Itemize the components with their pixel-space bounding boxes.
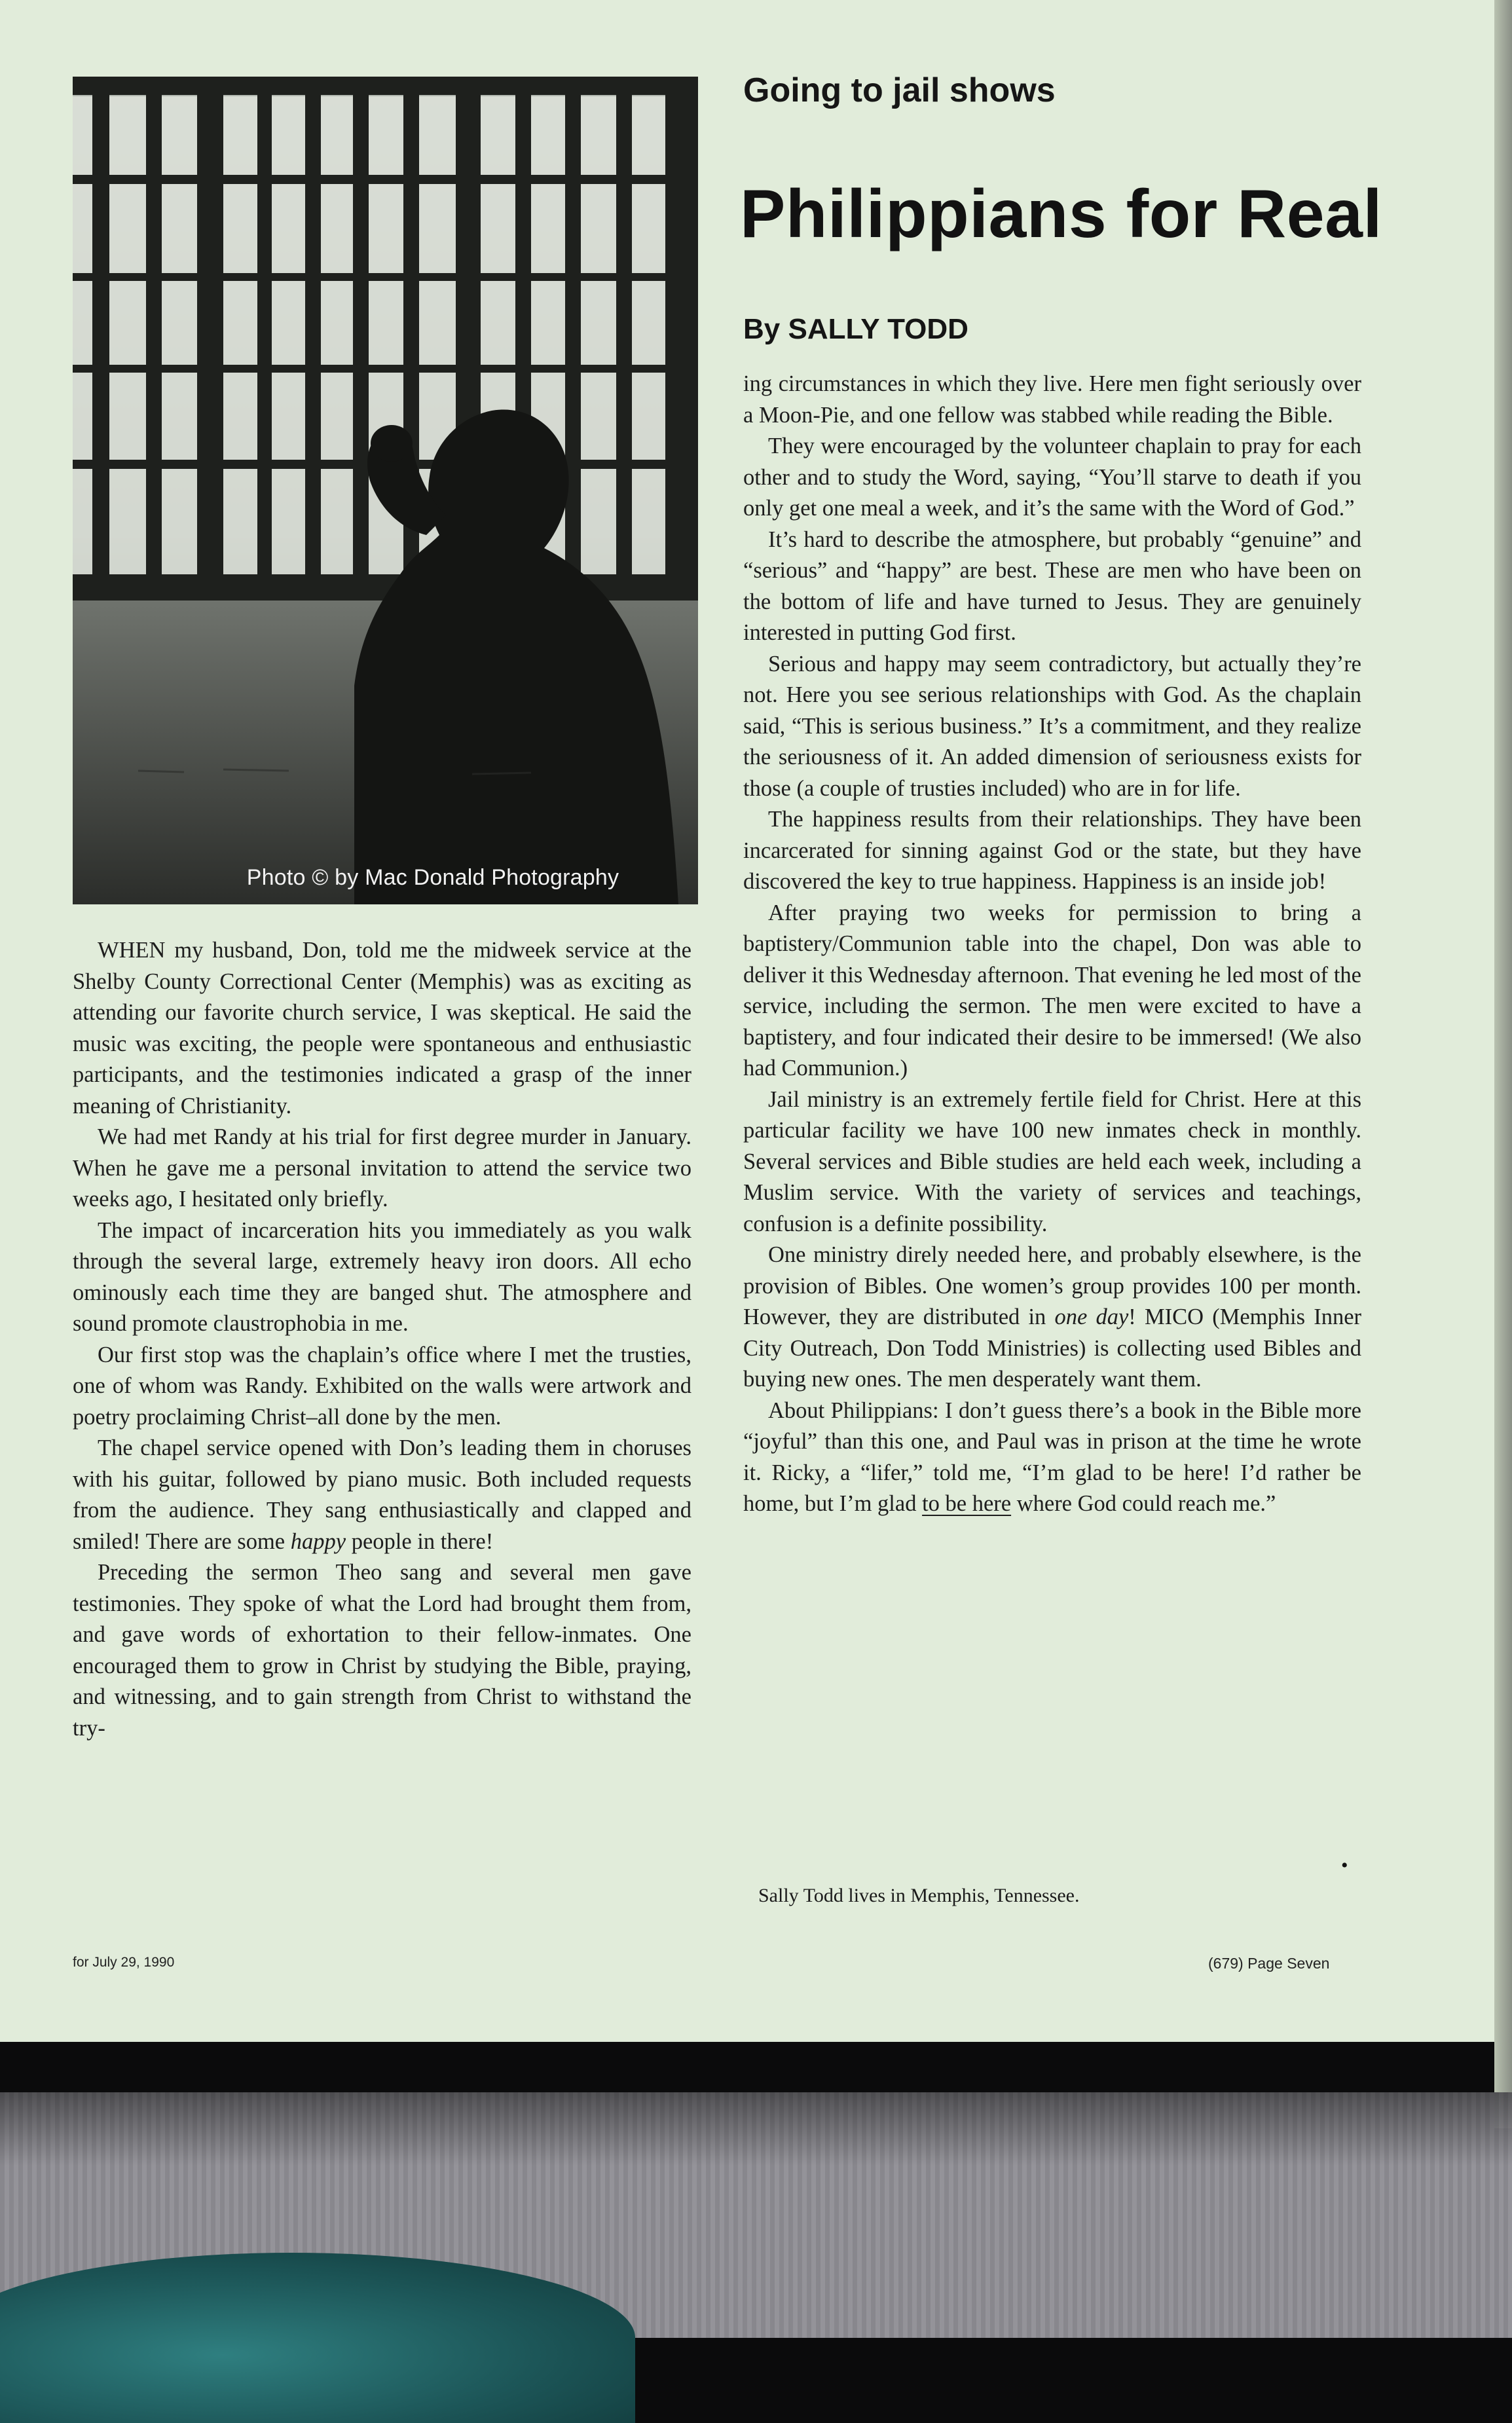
article-kicker: Going to jail shows — [743, 71, 1056, 109]
paragraph — [743, 1240, 1361, 1396]
paragraph: The impact of incarceration hits you immediately as you walk through the several large, extremely heavy iron doors. All echo ominously each time they are banged shut. The atmosphere and sound promote claustrophobia in me. — [73, 1217, 691, 1336]
article-title: Philippians for Real — [740, 176, 1382, 252]
text-run: people in there! — [346, 1528, 494, 1554]
paragraph: WHEN my husband, Don, told me the midweek service at the Shelby County Correctional Center (Memphis) was as exciting as attending our favorite church service, I was skeptical. He said the music was exciting, the people were spontaneous and enthusiastic participants, and the testimonies indicated a grasp of the inner meaning of Christianity. — [73, 938, 691, 1119]
paragraph: Preceding the sermon Theo sang and several men gave testimonies. They spoke of what the Lord had brought them from, and gave words of exhortation to their fellow-inmates. One encouraged them to grow in Christ by studying the Bible, praying, and witnessing, and to gain strength from Christ to withstand the try- — [73, 1560, 691, 1741]
author-bio: Sally Todd lives in Memphis, Tennessee. — [758, 1885, 1080, 1906]
paragraph: The happiness results from their relationships. They have been incarcerated for sinning against God or the state, but they have discovered the key to true happiness. Happiness is an inside job! — [743, 807, 1361, 894]
text-run: The chapel service opened with Don’s leading them in choruses with his guitar, followed by piano music. Both included requests from the audience. They sang enthusiastically and clapped and smiled! There are some — [73, 1435, 691, 1554]
jail-bars-illustration — [73, 77, 698, 904]
paragraph — [743, 1396, 1361, 1520]
paragraph: ing circumstances in which they live. Here men fight seriously over a Moon-Pie, and one fellow was stabbed while reading the Bible. — [743, 371, 1361, 428]
paragraph: After praying two weeks for permission to bring a baptistery/Communion table into the chapel, Don was able to deliver it this Wednesday afternoon. That evening he led most of the service, including the sermon. The men were excited to have a baptistery, and four indicated their desire to be immersed! (We also had Communion.) — [743, 900, 1361, 1081]
paragraph: Jail ministry is an extremely fertile field for Christ. Here at this particular facility we have 100 new inmates check in monthly. Several services and Bible studies are held each week, including a Muslim service. With the variety of services and teachings, confusion is a definite possibility. — [743, 1086, 1361, 1236]
emphasis: happy — [290, 1528, 346, 1554]
article-byline: By SALLY TODD — [743, 313, 968, 345]
end-of-article-mark: • — [1341, 1855, 1348, 1876]
left-column — [73, 935, 691, 1744]
text-run: About Philippians: I don’t guess there’s a book in the Bible more “joyful” than this one, and Paul was in prison at the time he wrote it. Ricky, a “lifer,” told me, “I’m glad to be here! I’d rather be home, but I’m glad — [743, 1397, 1361, 1516]
emphasis: one day — [1054, 1304, 1129, 1329]
paragraph: It’s hard to describe the atmosphere, but probably “genuine” and “serious” and “happy” are best. These are men who have been on the bottom of life and have turned to Jesus. They are genuinely interested in putting God first. — [743, 527, 1361, 645]
paragraph: Our first stop was the chaplain’s office where I met the trusties, one of whom was Randy. Exhibited on the walls were artwork and poetry proclaiming Christ–all done by the men. — [73, 1342, 691, 1430]
page-edge — [1494, 0, 1512, 2128]
footer-date: for July 29, 1990 — [73, 1955, 175, 1970]
photo-credit: Photo © by Mac Donald Photography — [246, 865, 619, 890]
paragraph: They were encouraged by the volunteer chaplain to pray for each other and to study the Word, saying, “You’ll starve to death if you only get one meal a week, and it’s the same with the Word of God.” — [743, 434, 1361, 521]
text-run: One ministry direly needed here, and probably elsewhere, is the provision of Bibles. One women’s group provides 100 per month. However, they are distributed in — [743, 1242, 1361, 1329]
text-run: ! MICO (Memphis Inner City Outreach, Don Todd Ministries) is collecting used Bibles and buying new ones. The men desperately want them. — [743, 1304, 1361, 1392]
right-column — [743, 369, 1361, 1520]
underlined-text: to be here — [922, 1491, 1012, 1516]
paragraph — [73, 1433, 691, 1557]
paragraph: Serious and happy may seem contradictory, but actually they’re not. Here you see serious relationships with God. As the chaplain said, “This is serious business.” It’s a commitment, and they realize the seriousness of it. An added dimension of seriousness exists for those (a couple of trusties included) who are in for life. — [743, 651, 1361, 801]
article-photo — [73, 77, 698, 904]
footer-page-number: (679) Page Seven — [1208, 1955, 1330, 1972]
paragraph: We had met Randy at his trial for first degree murder in January. When he gave me a personal invitation to attend the service two weeks ago, I hesitated only briefly. — [73, 1124, 691, 1212]
text-run: where God could reach me.” — [1011, 1491, 1276, 1516]
